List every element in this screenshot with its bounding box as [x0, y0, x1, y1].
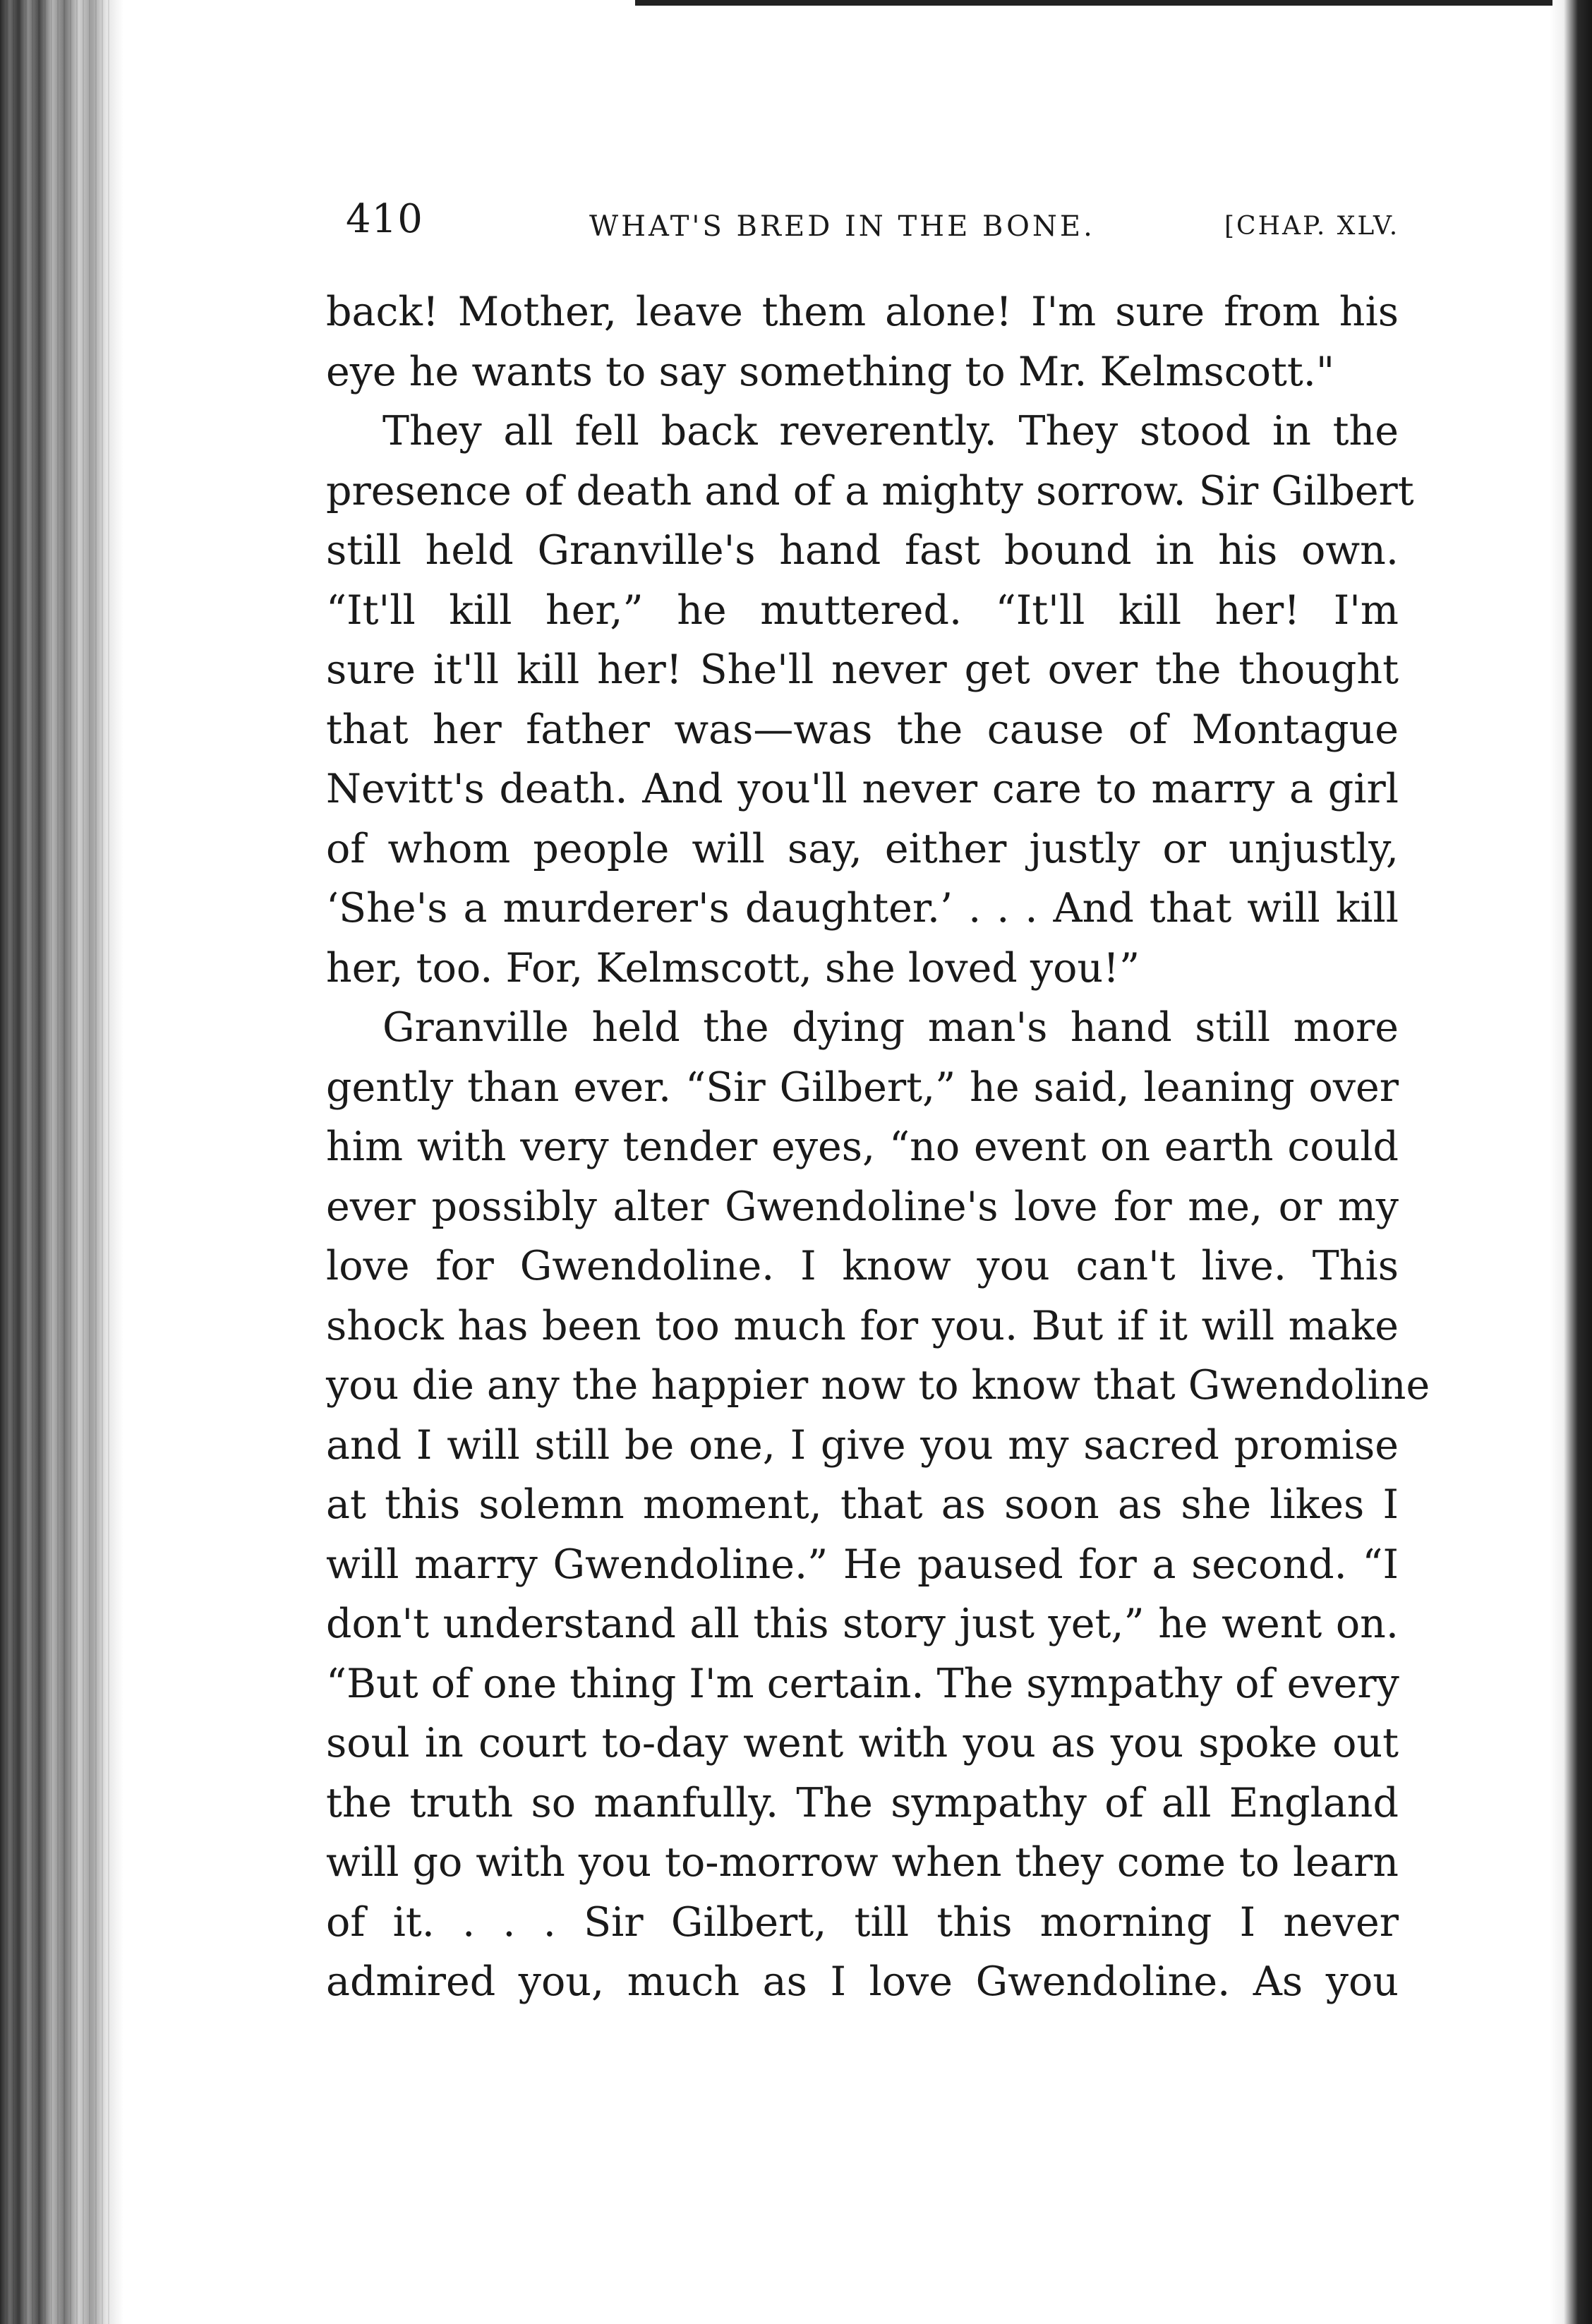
text-line: eye he wants to say something to Mr. Kelmscott." [326, 348, 1335, 395]
text-line: soul in court to-day went with you as you spoke out [326, 1720, 1399, 1766]
text-line: Nevitt's death. And you'll never care to marry a girl [326, 766, 1399, 812]
text-line: don't understand all this story just yet,” he went on. [326, 1601, 1399, 1647]
text-line: you die any the happier now to know that Gwendoline [326, 1362, 1430, 1409]
running-title: WHAT'S BRED IN THE BONE. [589, 210, 1095, 243]
body-text [326, 282, 1430, 2012]
text-line: “It'll kill her,” he muttered. “It'll kill her! I'm [326, 586, 1399, 634]
text-line: gently than ever. “Sir Gilbert,” he said, leaning over [326, 1064, 1399, 1111]
right-page-edge [1550, 0, 1592, 2324]
page-edges [0, 0, 113, 2324]
text-line: presence of death and of a mighty sorrow. Sir Gilbert [326, 467, 1414, 514]
text-line: of whom people will say, either justly or unjustly, [326, 825, 1399, 872]
text-line: will marry Gwendoline.” He paused for a second. “I [326, 1541, 1399, 1588]
text-line: still held Granville's hand fast bound in his own. [326, 527, 1399, 574]
page-number: 410 [346, 196, 423, 242]
text-line: that her father was—was the cause of Montague [326, 706, 1399, 753]
text-line: her, too. For, Kelmscott, she loved you!” [326, 944, 1140, 992]
text-line: and I will still be one, I give you my sacred promise [326, 1421, 1399, 1469]
text-line: at this solemn moment, that as soon as she likes I [326, 1481, 1399, 1528]
text-line: the truth so manfully. The sympathy of all England [326, 1779, 1399, 1826]
text-line: They all fell back reverently. They stood in the [382, 408, 1399, 454]
running-header [346, 196, 1404, 253]
text-line: him with very tender eyes, “no event on earth could [326, 1124, 1399, 1170]
text-line: ever possibly alter Gwendoline's love for me, or my [326, 1183, 1399, 1230]
text-line: back! Mother, leave them alone! I'm sure from his [326, 289, 1399, 335]
text-line: Granville held the dying man's hand still more [382, 1004, 1399, 1051]
text-line: of it. . . . Sir Gilbert, till this morning I never [326, 1898, 1399, 1946]
chapter-reference: [CHAP. XLV. [1224, 212, 1400, 241]
text-line: admired you, much as I love Gwendoline. As you [326, 1958, 1399, 2005]
text-line: love for Gwendoline. I know you can't live. This [326, 1243, 1399, 1289]
text-line: “But of one thing I'm certain. The sympathy of every [326, 1660, 1399, 1707]
text-line: ‘She's a murderer's daughter.’ . . . And that will kill [326, 885, 1399, 932]
top-page-edge [635, 0, 1552, 6]
text-line: shock has been too much for you. But if it will make [326, 1302, 1399, 1349]
text-line: sure it'll kill her! She'll never get over the thought [326, 646, 1399, 693]
text-line: will go with you to-morrow when they come to learn [326, 1839, 1399, 1886]
